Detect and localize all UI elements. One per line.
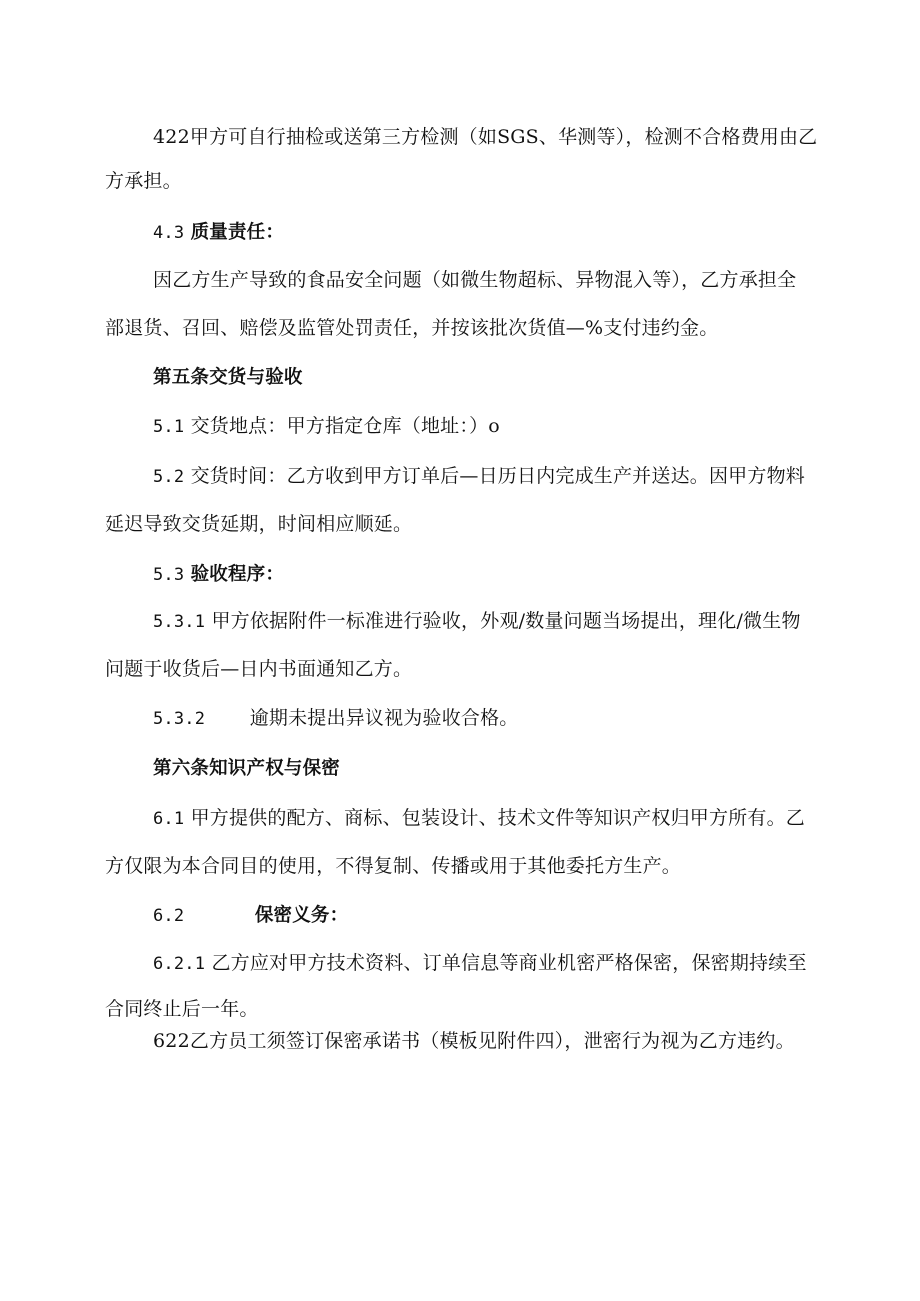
clause-5-2-line-1 (153, 464, 805, 489)
clause-text: 交货时间：乙方收到甲方订单后—日历日内完成生产并送达。因甲方物料 (190, 465, 805, 487)
clause-5-1 (153, 414, 500, 439)
clause-6-2-1-line-1 (153, 951, 807, 976)
clause-text: 甲方依据附件一标准进行验收，外观/数量问题当场提出，理化/微生物 (211, 610, 801, 632)
clause-4-3-line-1: 因乙方生产导致的食品安全问题（如微生物超标、异物混入等），乙方承担全 (153, 269, 797, 291)
article-5-title: 第五条交货与验收 (153, 367, 303, 388)
clause-6-1-line-2: 方仅限为本合同目的使用，不得复制、传播或用于其他委托方生产。 (105, 855, 682, 877)
clause-6-2-heading (153, 903, 348, 928)
clause-number: 5.3.2 (153, 709, 206, 729)
clause-title: 质量责任： (190, 222, 285, 243)
clause-5-3-2 (153, 706, 519, 731)
article-6-title: 第六条知识产权与保密 (153, 758, 341, 779)
clause-5-3-1-line-1 (153, 609, 801, 634)
clause-5-3-heading (153, 562, 284, 587)
clause-text: 交货地点：甲方指定仓库（地址：）o (190, 415, 500, 437)
clause-4-3-line-2: 部退货、召回、赔偿及监管处罚责任，并按该批次货值—%支付违约金。 (105, 317, 719, 339)
clause-title: 验收程序： (190, 564, 285, 585)
clause-title: 保密义务： (254, 905, 349, 926)
clause-text: 逾期未提出异议视为验收合格。 (249, 707, 519, 729)
clause-number: 4.3 (153, 223, 185, 243)
clause-number: 5.1 (153, 417, 185, 437)
clause-4-2-2-line-2: 方承担。 (105, 170, 182, 192)
clause-number: 5.3 (153, 565, 185, 585)
clause-number: 6.2 (153, 906, 185, 926)
clause-6-1-line-1 (153, 806, 805, 831)
clause-5-3-1-line-2: 问题于收货后—日内书面通知乙方。 (105, 658, 413, 680)
clause-number: 6.1 (153, 809, 185, 829)
clause-text: 乙方应对甲方技术资料、订单信息等商业机密严格保密，保密期持续至 (211, 952, 807, 974)
clause-5-2-line-2: 延迟导致交货延期，时间相应顺延。 (105, 513, 413, 535)
clause-6-2-1-line-2: 合同终止后一年。 (105, 998, 259, 1020)
clause-4-2-2-line-1: 422甲方可自行抽检或送第三方检测（如SGS、华测等），检测不合格费用由乙 (153, 126, 818, 148)
clause-text: 甲方提供的配方、商标、包装设计、技术文件等知识产权归甲方所有。乙 (190, 807, 805, 829)
clause-number: 5.3.1 (153, 612, 206, 632)
clause-4-3-heading (153, 220, 284, 245)
clause-number: 5.2 (153, 467, 185, 487)
clause-number: 6.2.1 (153, 954, 206, 974)
clause-6-2-2: 622乙方员工须签订保密承诺书（模板见附件四），泄密行为视为乙方违约。 (153, 1030, 795, 1052)
